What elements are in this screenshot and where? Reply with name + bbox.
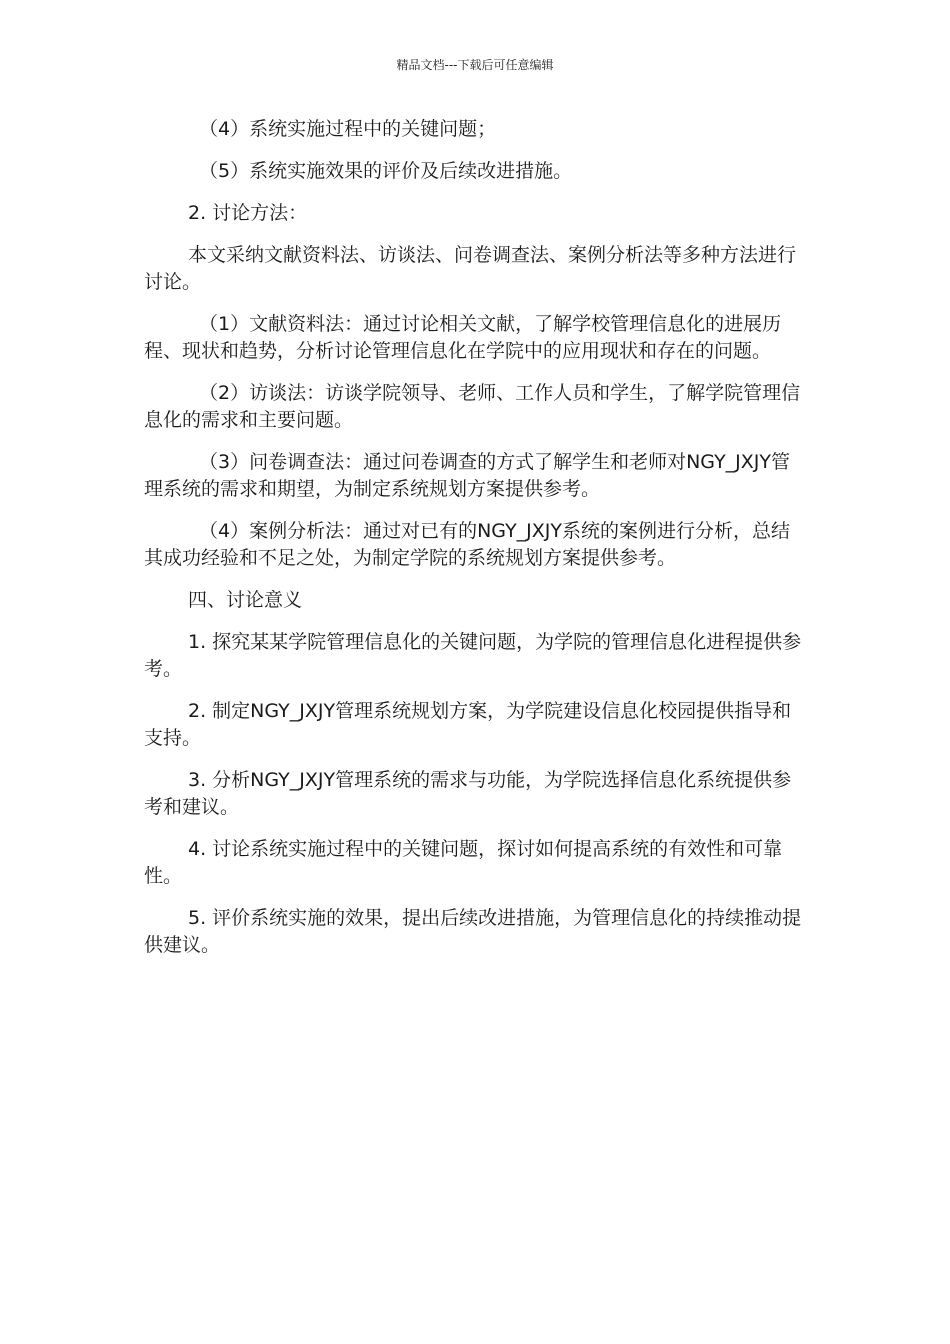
page-header: 精品文档---下载后可任意编辑 bbox=[396, 58, 554, 72]
method-interview: （2）访谈法：访谈学院领导、老师、工作人员和学生，了解学院管理信息化的需求和主要问题。 bbox=[144, 382, 801, 431]
method-literature: （1）文献资料法：通过讨论相关文献，了解学校管理信息化的进展历程、现状和趋势，分析讨论管理信息化在学院中的应用现状和存在的问题。 bbox=[144, 313, 782, 362]
method-case-analysis: （4）案例分析法：通过对已有的NGY_JXJY系统的案例进行分析，总结其成功经验和不足之处，为制定学院的系统规划方案提供参考。 bbox=[144, 520, 791, 569]
list-item-key-issues: （4）系统实施过程中的关键问题； bbox=[199, 118, 497, 140]
document-body bbox=[144, 116, 804, 974]
section-heading-significance: 四、讨论意义 bbox=[188, 589, 303, 611]
section-heading-methods: 2. 讨论方法： bbox=[188, 202, 308, 224]
significance-item-1: 1. 探究某某学院管理信息化的关键问题，为学院的管理信息化进程提供参考。 bbox=[144, 631, 802, 680]
method-questionnaire: （3）问卷调查法：通过问卷调查的方式了解学生和老师对NGY_JXJY管理系统的需求和期望，为制定系统规划方案提供参考。 bbox=[144, 451, 791, 500]
significance-item-4: 4. 讨论系统实施过程中的关键问题，探讨如何提高系统的有效性和可靠性。 bbox=[144, 838, 783, 887]
significance-item-3: 3. 分析NGY_JXJY管理系统的需求与功能，为学院选择信息化系统提供参考和建议。 bbox=[144, 769, 792, 818]
methods-intro-paragraph: 本文采纳文献资料法、访谈法、问卷调查法、案例分析法等多种方法进行讨论。 bbox=[144, 244, 797, 293]
list-item-evaluation: （5）系统实施效果的评价及后续改进措施。 bbox=[199, 160, 573, 182]
significance-item-2: 2. 制定NGY_JXJY管理系统规划方案，为学院建设信息化校园提供指导和支持。 bbox=[144, 700, 792, 749]
significance-item-5: 5. 评价系统实施的效果，提出后续改进措施，为管理信息化的持续推动提供建议。 bbox=[144, 907, 802, 956]
